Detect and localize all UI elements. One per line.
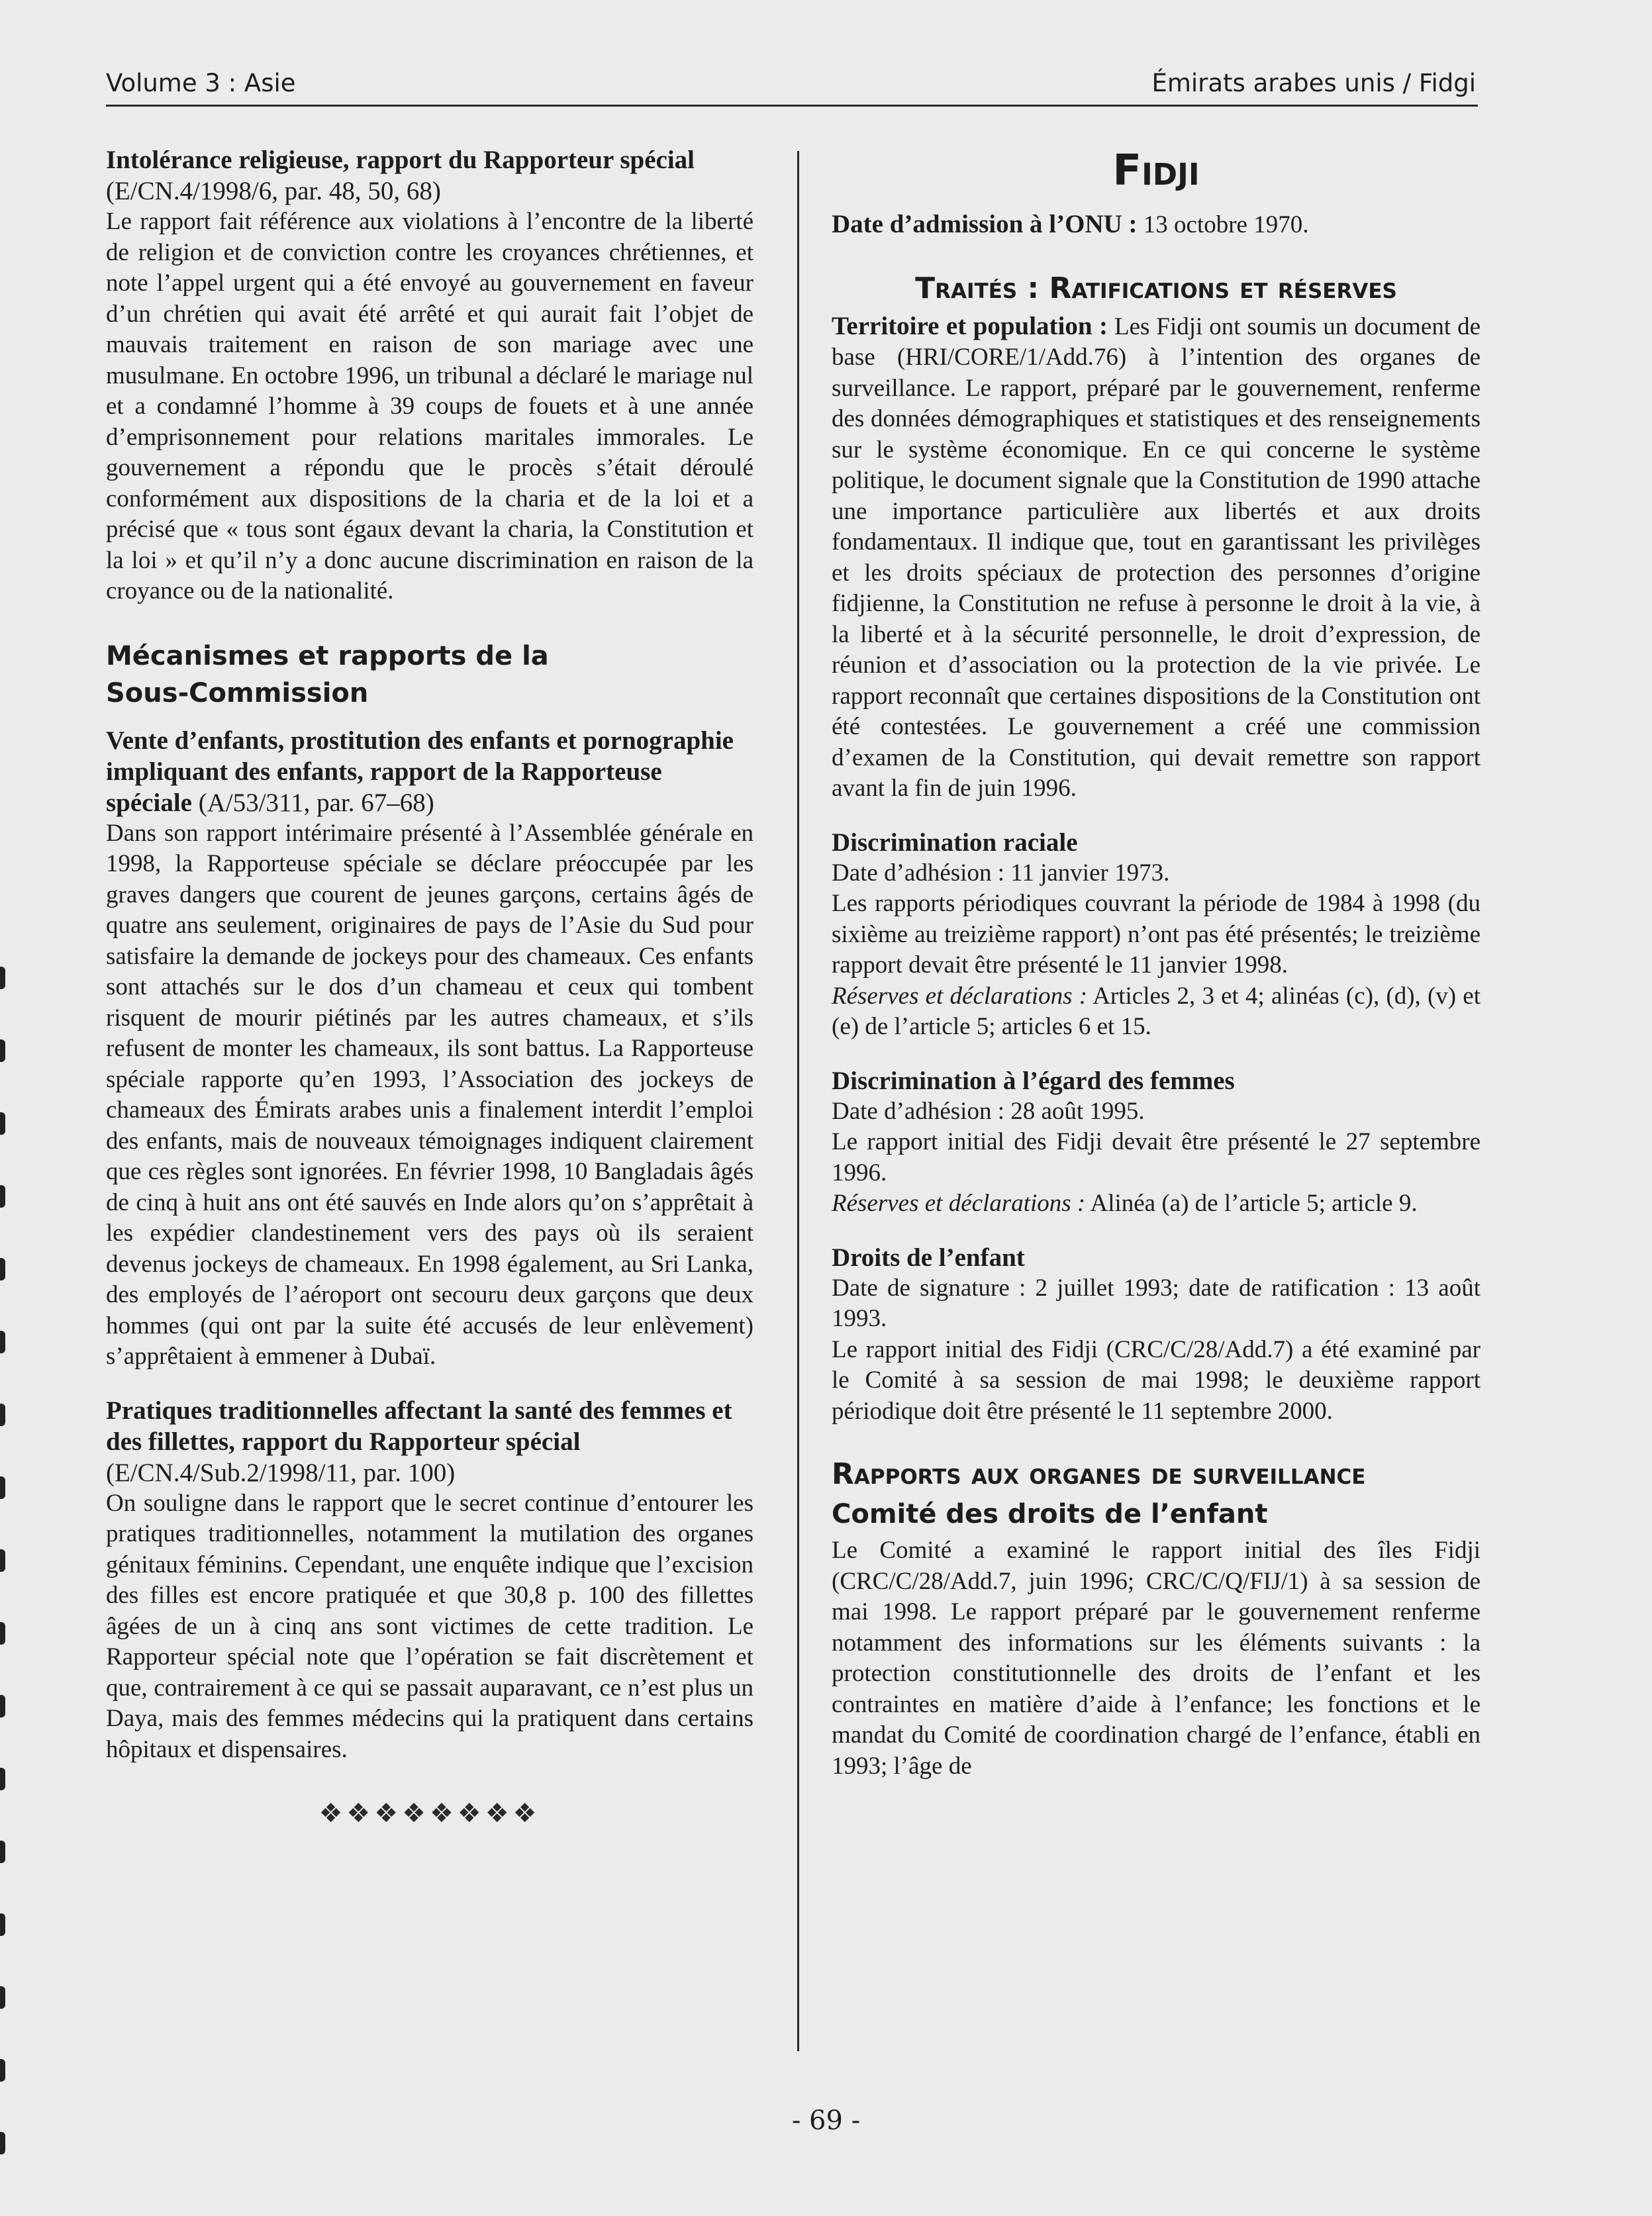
heading-mecanismes-line1: Mécanismes et rapports de la bbox=[106, 640, 549, 671]
femmes-date: Date d’adhésion : 28 août 1995. bbox=[832, 1097, 1145, 1125]
admission-value: 13 octobre 1970. bbox=[1143, 211, 1309, 238]
binding-hole bbox=[0, 1185, 5, 1208]
binding-hole bbox=[0, 1112, 5, 1135]
heading-vente-ref: (A/53/311, par. 67–68) bbox=[198, 788, 434, 817]
right-column bbox=[832, 144, 1481, 1782]
heading-droits-enfant: Droits de l’enfant bbox=[832, 1243, 1025, 1272]
binding-hole bbox=[0, 1986, 5, 2009]
binding-hole bbox=[0, 1404, 5, 1426]
heading-intolerance bbox=[106, 144, 753, 207]
enfant-date: Date de signature : 2 juillet 1993; date de ratification : 13 août 1993. bbox=[832, 1274, 1481, 1332]
heading-pratiques-ref: (E/CN.4/Sub.2/1998/11, par. 100) bbox=[106, 1458, 456, 1487]
heading-intolerance-ref: (E/CN.4/1998/6, par. 48, 50, 68) bbox=[106, 177, 441, 205]
binding-hole bbox=[0, 1258, 5, 1280]
racial-reserves-text: Articles 2, 3 et 4; alinéas (c), (d), (v) et (e) de l’article 5; articles 6 et 15. bbox=[832, 982, 1481, 1040]
binding-hole bbox=[0, 1622, 5, 1645]
racial-reserves-label: Réserves et déclarations : bbox=[832, 982, 1088, 1010]
territoire-label: Territoire et population : bbox=[832, 311, 1108, 340]
running-header-left: Volume 3 : Asie bbox=[106, 69, 296, 97]
paragraph-intolerance: Le rapport fait référence aux violations à l’encontre de la liberté de religion et de conviction contre les croyances chrétiennes, et note l’appel urgent qui a été envoyé au gouvernement en faveur d’un chrétien qui avait été arrêté et qui aurait fait l’objet de mauvais traitement en raison de son mariage avec une musulmane. En octobre 1996, un tribunal a déclaré le mariage nul et a condamné l’homme à 39 coups de fouets et à une année d’emprisonnement pour relations maritales immorales. Le gouvernement a répondu que le procès s’était déroulé conformément aux dispositions de la charia et de la loi et a précisé que « tous sont égaux devant la charia, la Constitution et la loi » et qu’il n’y a donc aucune discrimination en raison de la croyance ou de la nationalité. bbox=[106, 208, 753, 604]
binding-hole bbox=[0, 1841, 5, 1863]
heading-traites: Traités : Ratifications et réserves bbox=[915, 271, 1397, 305]
heading-comite: Comité des droits de l’enfant bbox=[832, 1499, 1268, 1529]
heading-vente bbox=[106, 725, 753, 818]
left-column bbox=[106, 144, 753, 1829]
heading-rapports: Rapports aux organes de surveillance bbox=[832, 1457, 1366, 1491]
admission-line bbox=[832, 209, 1481, 241]
binding-hole bbox=[0, 1695, 5, 1717]
country-title: Fidji bbox=[1112, 146, 1200, 195]
section-end-ornament: ❖❖❖❖❖❖❖❖ bbox=[318, 1798, 541, 1829]
running-header-right: Émirats arabes unis / Fidgi bbox=[1151, 69, 1476, 97]
binding-hole bbox=[0, 2059, 5, 2082]
binding-hole bbox=[0, 1549, 5, 1572]
heading-discrimination-raciale: Discrimination raciale bbox=[832, 828, 1078, 857]
racial-text: Les rapports périodiques couvrant la période de 1984 à 1998 (du sixième au treizième rapport) n’ont pas été présentés; le treizième rapport devait être présenté le 11 janvier 1998. bbox=[832, 890, 1481, 979]
page-number: - 69 - bbox=[791, 2105, 861, 2136]
paragraph-vente: Dans son rapport intérimaire présenté à l’Assemblée générale en 1998, la Rapporteuse spéciale se déclare préoccupée par les graves dangers que courent de jeunes garçons, certains âgés de quatre ans seulement, originaires de pays de l’Asie du Sud pour satisfaire la demande de jockeys pour des chameaux. Ces enfants sont attachés sur le dos d’un chameau et ceux qui tombent risquent de mourir piétinés par les autres chameaux, et s’ils refusent de monter les chameaux, ils sont battus. La Rapporteuse spéciale rapporte qu’en 1993, l’Association des jockeys de chameaux des Émirats arabes unis a finalement interdit l’emploi des enfants, mais de nouveaux témoignages indiquent clairement que ces règles sont ignorées. En février 1998, 10 Bangladais âgés de cinq à huit ans ont été sauvés en Inde alors qu’on s’apprêtait à les expédier clandestinement vers des pays où ils seraient devenus jockeys de chameaux. En 1998 également, au Sri Lanka, des employés de l’aéroport ont secouru deux garçons que deux hommes (qui ont par la suite été accusés de leur enlèvement) s’apprêtaient à emmener à Dubaï. bbox=[106, 819, 753, 1370]
binding-hole bbox=[0, 2132, 5, 2154]
femmes-reserves bbox=[832, 1188, 1481, 1220]
territoire-text: Les Fidji ont soumis un document de base (HRI/CORE/1/Add.76) à l’intention des organes de surveillance. Le rapport, préparé par le gouvernement, renferme des données démographiques et statistiques et des renseignements sur le système économique. En ce qui concerne le système politique, le document signale que la Constitution de 1990 attache une importance particulière aux libertés et aux droits fondamentaux. Il indique que, tout en garantissant les privilèges et les droits spéciaux de protection des personnes d’origine fidjienne, la Constitution ne refuse à personne le droit à la vie, à la liberté et à la sécurité personnelle, le droit d’expression, de réunion et d’association ou la protection de la vie privée. Le rapport reconnaît que certaines dispositions de la Constitution ont été contestées. Le gouvernement a créé une commission d’examen de la Constitution, qui devait remettre son rapport avant la fin de juin 1996. bbox=[832, 313, 1481, 802]
femmes-reserves-label: Réserves et déclarations : bbox=[832, 1190, 1086, 1217]
admission-label: Date d’admission à l’ONU : bbox=[832, 210, 1138, 238]
femmes-text: Le rapport initial des Fidji devait être présenté le 27 septembre 1996. bbox=[832, 1128, 1481, 1186]
column-divider bbox=[797, 151, 799, 2051]
racial-reserves bbox=[832, 981, 1481, 1043]
binding-hole bbox=[0, 967, 5, 989]
racial-date: Date d’adhésion : 11 janvier 1973. bbox=[832, 859, 1170, 887]
binding-hole bbox=[0, 1768, 5, 1790]
paragraph-pratiques: On souligne dans le rapport que le secret continue d’entourer les pratiques traditionnelles, notamment la mutilation des organes génitaux féminins. Cependant, une enquête indique que l’excision des filles est encore pratiquée et que 30,8 p. 100 des fillettes âgées de un à cinq ans sont victimes de cette tradition. Le Rapporteur spécial note que l’opération se fait discrètement et que, contrairement à ce qui se passait auparavant, ce n’est plus un Daya, mais des femmes médecins qui la pratiquent dans certains hôpitaux et dispensaires. bbox=[106, 1489, 753, 1763]
heading-pratiques-title: Pratiques traditionnelles affectant la santé des femmes et des fillettes, rapport du Rapporteur spécial bbox=[106, 1396, 732, 1456]
binding-hole bbox=[0, 1913, 5, 1936]
heading-intolerance-title: Intolérance religieuse, rapport du Rapporteur spécial bbox=[106, 146, 695, 174]
heading-pratiques bbox=[106, 1395, 753, 1488]
binding-hole bbox=[0, 1039, 5, 1062]
paragraph-comite: Le Comité a examiné le rapport initial des îles Fidji (CRC/C/28/Add.7, juin 1996; CRC/C/Q/FIJ/1) à sa session de mai 1998. Le rapport préparé par le gouvernement renferme notamment des informations sur les éléments suivants : la protection constitutionnelle des droits de l’enfant et les contraintes en matière d’aide à l’enfance; les fonctions et le mandat du Comité de coordination chargé de l’enfance, établi en 1993; l’âge de bbox=[832, 1537, 1481, 1780]
enfant-text: Le rapport initial des Fidji (CRC/C/28/Add.7) a été examiné par le Comité à sa session de mai 1998; le deuxième rapport périodique doit être présenté le 11 septembre 2000. bbox=[832, 1335, 1481, 1425]
heading-vente-title: Vente d’enfants, prostitution des enfants et pornographie impliquant des enfants, rapport de la Rapporteuse spéciale bbox=[106, 726, 734, 817]
heading-discrimination-femmes: Discrimination à l’égard des femmes bbox=[832, 1066, 1235, 1095]
binding-hole bbox=[0, 1331, 5, 1353]
paragraph-territoire bbox=[832, 311, 1481, 804]
heading-mecanismes bbox=[106, 638, 753, 712]
header-rule bbox=[106, 105, 1478, 107]
binding-hole bbox=[0, 1476, 5, 1499]
femmes-reserves-text: Alinéa (a) de l’article 5; article 9. bbox=[1090, 1190, 1418, 1217]
heading-mecanismes-line2: Sous-Commission bbox=[106, 677, 369, 708]
